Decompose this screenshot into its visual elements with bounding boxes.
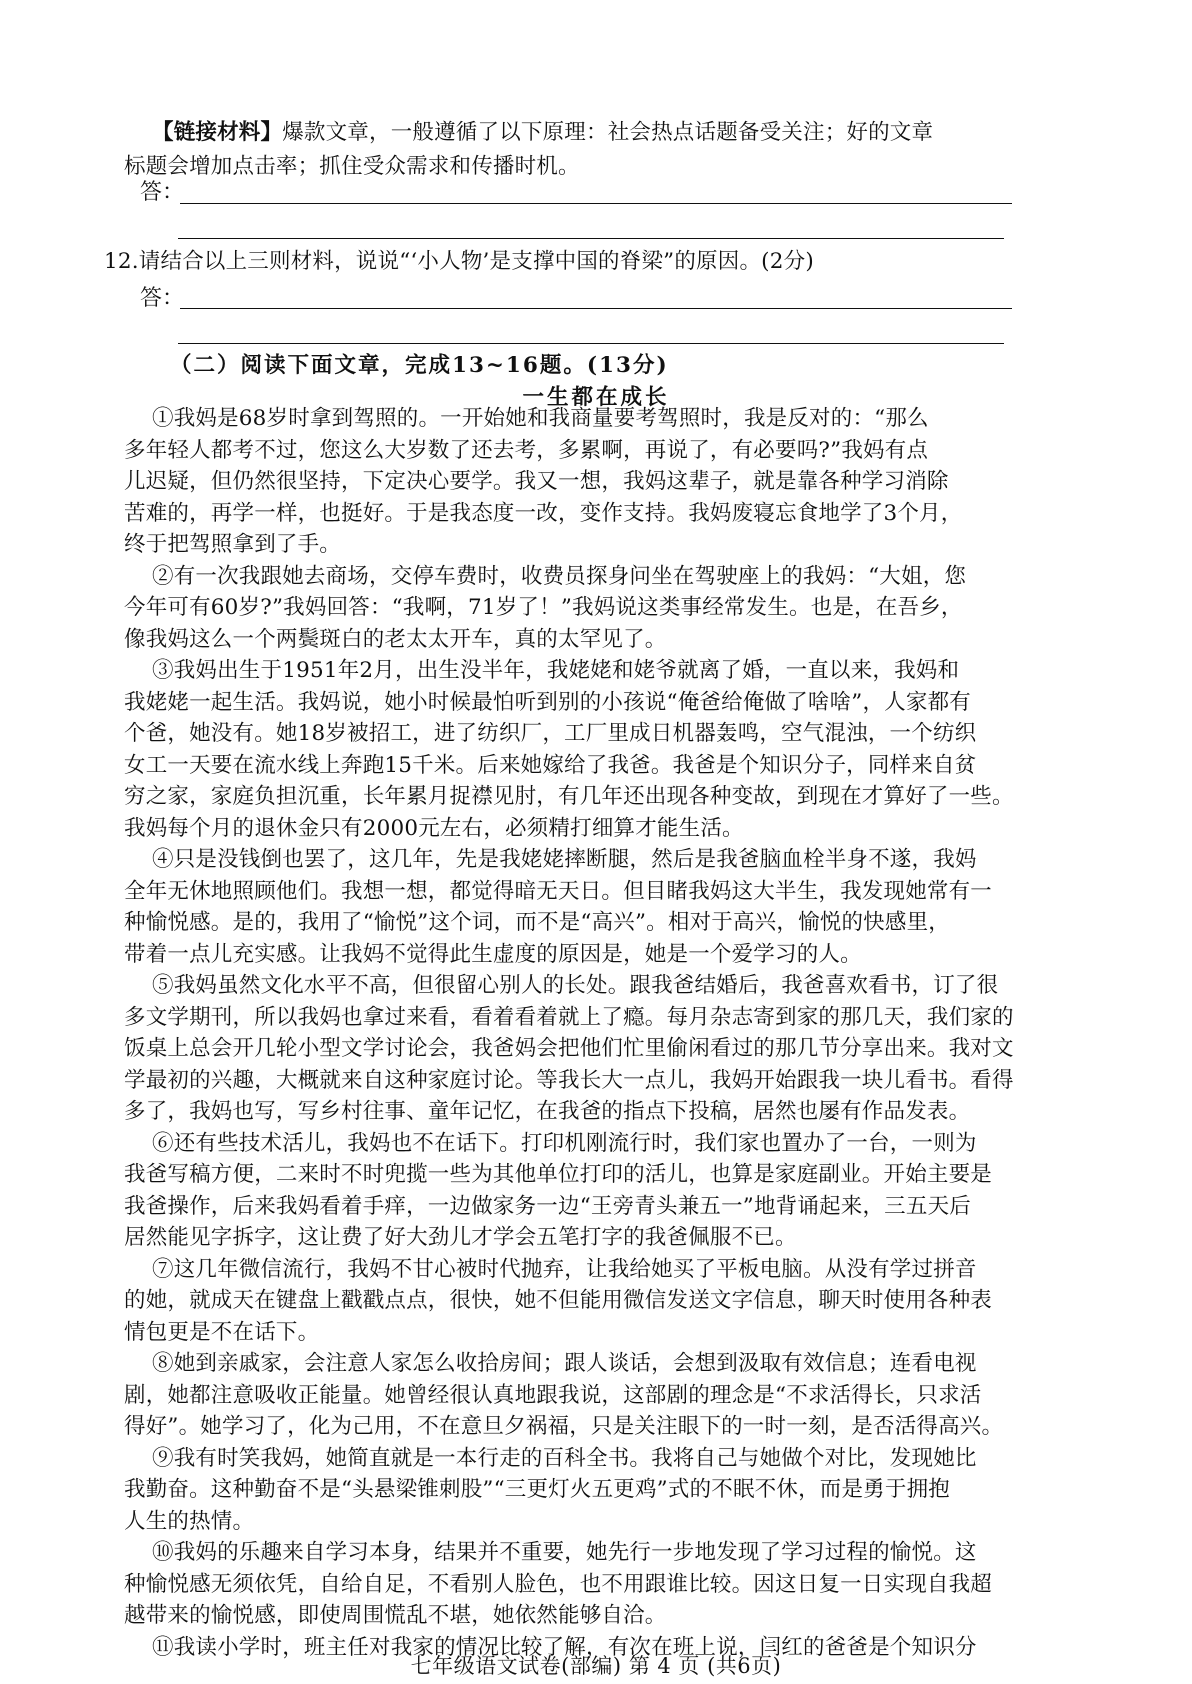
article-line: 居然能见字拆字，这让费了好大劲儿才学会五笔打字的我爸佩服不已。: [124, 1225, 797, 1250]
link-material-line-1: [152, 116, 1112, 150]
article-line: 饭桌上总会开几轮小型文学讨论会，我爸妈会把他们忙里偷闲看过的那几节分享出来。我对文: [124, 1036, 1014, 1061]
answer-line-11-b[interactable]: [178, 238, 1004, 239]
article-line: 剧，她都注意吸收正能量。她曾经很认真地跟我说，这部剧的理念是“不求活得长，只求活: [124, 1383, 982, 1408]
article-line: ⑨我有时笑我妈，她简直就是一本行走的百科全书。我将自己与她做个对比，发现她比: [152, 1446, 977, 1471]
article-line: 带着一点儿充实感。让我妈不觉得此生虚度的原因是，她是一个爱学习的人。: [124, 942, 862, 967]
article-line: 我妈每个月的退休金只有2000元左右，必须精打细算才能生活。: [124, 816, 744, 841]
link-material-tag: 【链接材料】: [152, 120, 283, 145]
article-line: 儿迟疑，但仍然很坚持，下定决心要学。我又一想，我妈这辈子，就是靠各种学习消除: [124, 469, 949, 494]
link-material-text-1: 爆款文章，一般遵循了以下原理：社会热点话题备受关注；好的文章: [282, 120, 934, 145]
section-2-heading: （二）阅读下面文章，完成13~16题。(13分): [170, 353, 669, 378]
article-line: ⑩我妈的乐趣来自学习本身，结果并不重要，她先行一步地发现了学习过程的愉悦。这: [152, 1540, 977, 1565]
article-line: 情包更是不在话下。: [124, 1320, 320, 1345]
article-line: 个爸，她没有。她18岁被招工，进了纺织厂，工厂里成日机器轰鸣，空气混浊，一个纺织: [124, 721, 977, 746]
article-line: 今年可有60岁?”我妈回答：“我啊，71岁了！”我妈说这类事经常发生。也是，在吾乡，: [124, 595, 963, 620]
page-footer: 七年级语文试卷(部编) 第 4 页 (共6页): [410, 1654, 782, 1678]
article-line: 我爸写稿方便，二来时不时兜揽一些为其他单位打印的活儿，也算是家庭副业。开始主要是: [124, 1162, 993, 1187]
article-line: ⑥还有些技术活儿，我妈也不在话下。打印机刚流行时，我们家也置办了一台，一则为: [152, 1131, 977, 1156]
article-line: ⑪我读小学时，班主任对我家的情况比较了解，有次在班上说，闫红的爸爸是个知识分: [152, 1635, 977, 1660]
article-line: ⑧她到亲戚家，会注意人家怎么收拾房间；跟人谈话，会想到汲取有效信息；连看电视: [152, 1351, 977, 1376]
article-line: ②有一次我跟她去商场，交停车费时，收费员探身问坐在驾驶座上的我妈：“大姐，您: [152, 564, 967, 589]
article-line: 我勤奋。这种勤奋不是“头悬梁锥刺股”“三更灯火五更鸡”式的不眠不休，而是勇于拥抱: [124, 1477, 950, 1502]
article-line: 学最初的兴趣，大概就来自这种家庭讨论。等我长大一点儿，我妈开始跟我一块儿看书。看得: [124, 1068, 1014, 1093]
article-line: 终于把驾照拿到了手。: [124, 532, 342, 557]
article-line: 苦难的，再学一样，也挺好。于是我态度一改，变作支持。我妈废寝忘食地学了3个月，: [124, 501, 963, 526]
answer-line-11-a[interactable]: [180, 203, 1012, 204]
answer-label-12: 答：: [140, 286, 185, 311]
article-line: ⑤我妈虽然文化水平不高，但很留心别人的长处。跟我爸结婚后，我爸喜欢看书，订了很: [152, 973, 999, 998]
article-line: 人生的热情。: [124, 1509, 255, 1534]
article-line: 像我妈这么一个两鬓斑白的老太太开车，真的太罕见了。: [124, 627, 667, 652]
answer-line-12-a[interactable]: [180, 308, 1012, 309]
question-12-text: 12.请结合以上三则材料，说说“‘小人物’是支撑中国的脊梁”的原因。(2分): [104, 249, 814, 274]
article-line: 多文学期刊，所以我妈也拿过来看，看着看着就上了瘾。每月杂志寄到家的那几天，我们家的: [124, 1005, 1014, 1030]
article-line: 越带来的愉悦感，即使周围慌乱不堪，她依然能够自洽。: [124, 1603, 667, 1628]
article-line: 我姥姥一起生活。我妈说，她小时候最怕听到别的小孩说“俺爸给俺做了啥啥”，人家都有: [124, 690, 971, 715]
article-line: 种愉悦感无须依凭，自给自足，不看别人脸色，也不用跟谁比较。因这日复一日实现自我超: [124, 1572, 993, 1597]
article-line: ④只是没钱倒也罢了，这几年，先是我姥姥摔断腿，然后是我爸脑血栓半身不遂，我妈: [152, 847, 977, 872]
article-line: 多年轻人都考不过，您这么大岁数了还去考，多累啊，再说了，有必要吗?”我妈有点: [124, 438, 929, 463]
article-line: 多了，我妈也写，写乡村往事、童年记忆，在我爸的指点下投稿，居然也屡有作品发表。: [124, 1099, 971, 1124]
article-line: ③我妈出生于1951年2月，出生没半年，我姥姥和姥爷就离了婚，一直以来，我妈和: [152, 658, 960, 683]
article-line: 的她，就成天在键盘上戳戳点点，很快，她不但能用微信发送文字信息，聊天时使用各种表: [124, 1288, 993, 1313]
answer-line-12-b[interactable]: [178, 343, 1004, 344]
article-line: 我爸操作，后来我妈看着手痒，一边做家务一边“王旁青头兼五一”地背诵起来，三五天后: [124, 1194, 971, 1219]
article-line: 全年无休地照顾他们。我想一想，都觉得暗无天日。但目睹我妈这大半生，我发现她常有一: [124, 879, 993, 904]
answer-label-11: 答：: [140, 180, 185, 205]
article-line: 女工一天要在流水线上奔跑15千米。后来她嫁给了我爸。我爸是个知识分子，同样来自贫: [124, 753, 977, 778]
article-line: ⑦这几年微信流行，我妈不甘心被时代抛弃，让我给她买了平板电脑。从没有学过拼音: [152, 1257, 977, 1282]
article-line: 穷之家，家庭负担沉重，长年累月捉襟见肘，有几年还出现各种变故，到现在才算好了一些。: [124, 784, 1014, 809]
article-title: 一生都在成长: [522, 385, 670, 410]
link-material-line-2: 标题会增加点击率；抓住受众需求和传播时机。: [124, 154, 580, 179]
article-line: 种愉悦感。是的，我用了“愉悦”这个词，而不是“高兴”。相对于高兴，愉悦的快感里，: [124, 910, 950, 935]
article-line: ①我妈是68岁时拿到驾照的。一开始她和我商量要考驾照时，我是反对的：“那么: [152, 406, 929, 431]
article-line: 得好”。她学习了，化为己用，不在意旦夕祸福，只是关注眼下的一时一刻，是否活得高兴。: [124, 1414, 1004, 1439]
